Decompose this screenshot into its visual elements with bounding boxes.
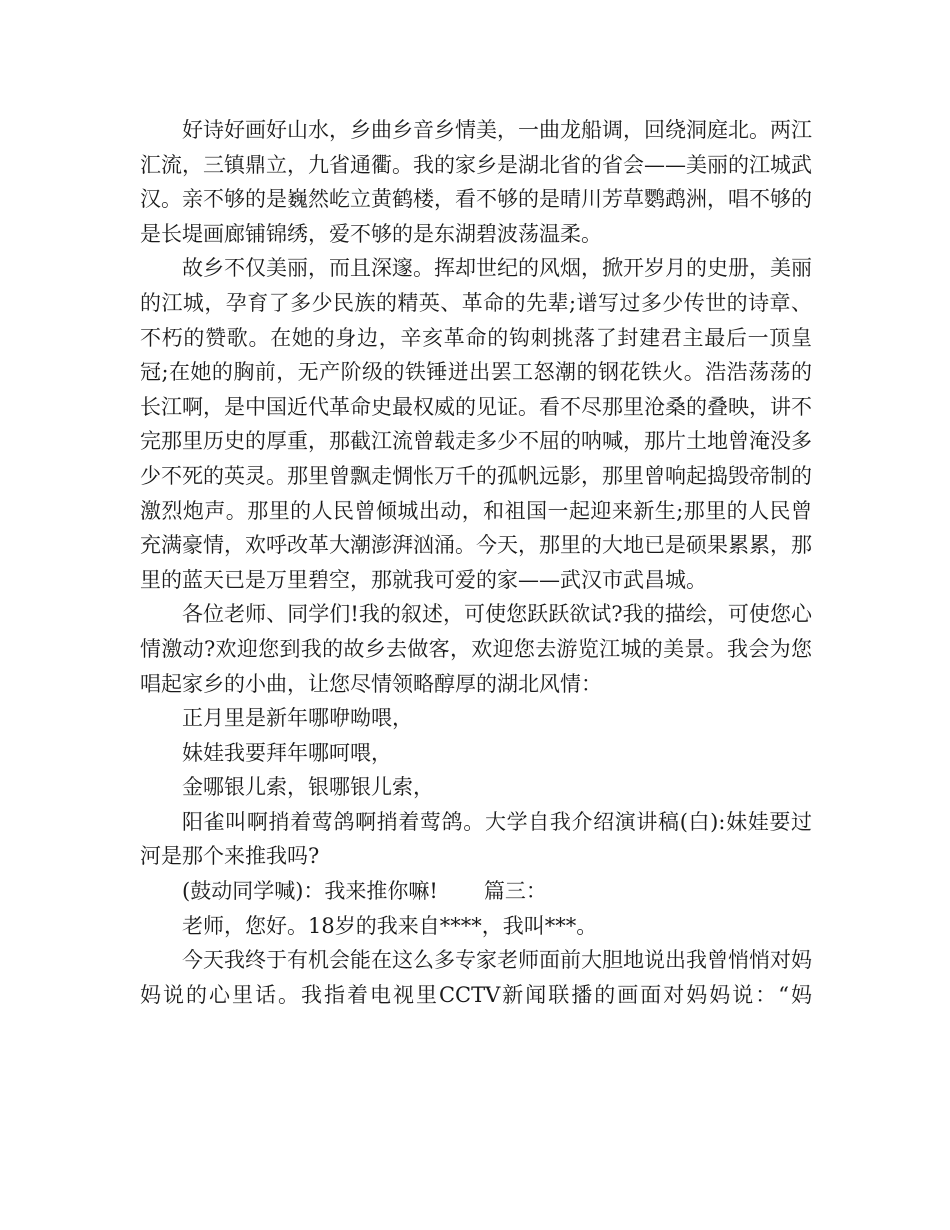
paragraph-invitation: 各位老师、同学们!我的叙述，可使您跃跃欲试?我的描绘，可使您心情激动?欢迎您到我的故乡去做客，欢迎您去游览江城的美景。我会为您唱起家乡的小曲，让您尽情领略醇厚的湖北风情： [140, 602, 812, 696]
dialogue-text: (鼓动同学喊)：我来推你嘛! [182, 879, 438, 904]
greeting-line: 老师，您好。18岁的我来自****，我叫***。 [182, 913, 598, 938]
paragraph-hometown-history: 故乡不仅美丽，而且深邃。挥却世纪的风烟，掀开岁月的史册，美丽的江城，孕育了多少民族的精英、革命的先辈;谱写过多少传世的诗章、不朽的赞歌。在她的身边，辛亥革命的钩刺挑落了封建君主最后一顶皇冠;在她的胸前，无产阶级的铁锤迸出罢工怒潮的钢花铁火。浩浩荡荡的长江啊，是中国近代革命史最权威的见证。看不尽那里沧桑的叠映，讲不完那里历史的厚重，那截江流曾载走多少不屈的呐喊，那片土地曾淹没多少不死的英灵。那里曾飘走惆怅万千的孤帆远影，那里曾响起捣毁帝制的激烈炮声。那里的人民曾倾城出动，和祖国一起迎来新生;那里的人民曾充满豪情，欢呼改革大潮澎湃汹涌。今天，那里的大地已是硕果累累，那里的蓝天已是万里碧空，那就我可爱的家——武汉市武昌城。 [140, 256, 812, 592]
paragraph-final: 今天我终于有机会能在这么多专家老师面前大胆地说出我曾悄悄对妈妈说的心里话。我指着电视里CCTV新闻联播的画面对妈妈说：“妈 [140, 948, 812, 1007]
song-line-3: 金哪银儿索，银哪银儿索， [182, 775, 434, 800]
section-heading: 篇三： [483, 879, 547, 904]
dialogue-line [140, 874, 812, 909]
song-line-2: 妹娃我要拜年哪呵喂， [182, 740, 392, 765]
paragraph-hometown-intro: 好诗好画好山水，乡曲乡音乡情美，一曲龙船调，回绕洞庭北。两江汇流，三镇鼎立，九省通衢。我的家乡是湖北省的省会——美丽的江城武汉。亲不够的是巍然屹立黄鹤楼，看不够的是晴川芳草鹦鹉洲，唱不够的是长堤画廊铺锦绣，爱不够的是东湖碧波荡温柔。 [140, 118, 812, 246]
document-body [140, 113, 812, 1012]
song-line-1: 正月里是新年哪咿呦喂， [182, 706, 413, 731]
song-line-4: 阳雀叫啊捎着莺鸽啊捎着莺鸽。大学自我介绍演讲稿(白):妹娃要过河是那个来推我吗? [140, 809, 812, 869]
